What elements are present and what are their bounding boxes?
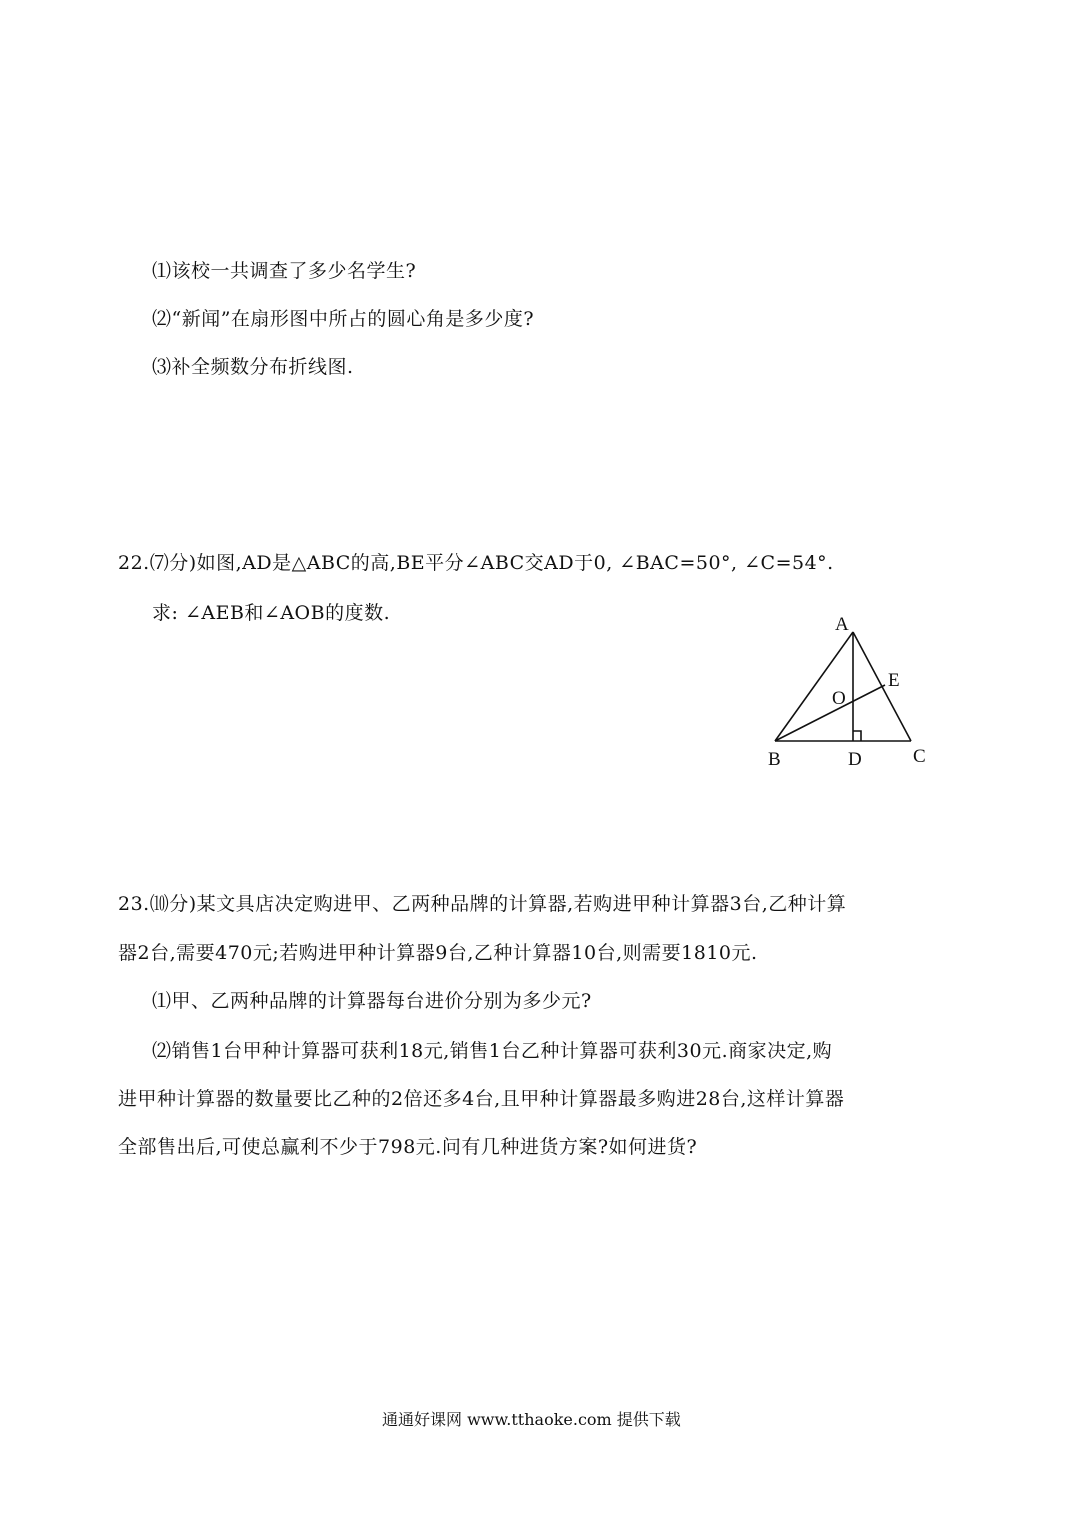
right-angle-mark: [853, 731, 861, 741]
q23-sub1: ⑴甲、乙两种品牌的计算器每台进价分别为多少元?: [152, 990, 592, 1012]
q23-sub2-line2: 进甲种计算器的数量要比乙种的2倍还多4台,且甲种计算器最多购进28台,这样计算器: [118, 1088, 845, 1110]
bisector-be: [775, 685, 885, 741]
label-a: A: [835, 614, 850, 635]
q23-sub2-line3: 全部售出后,可使总赢利不少于798元.问有几种进货方案?如何进货?: [118, 1136, 698, 1158]
label-d: D: [848, 749, 863, 770]
label-b: B: [768, 749, 782, 770]
q21-sub1: ⑴该校一共调查了多少名学生?: [152, 260, 417, 282]
q23-sub2-line1: ⑵销售1台甲种计算器可获利18元,销售1台乙种计算器可获利30元.商家决定,购: [152, 1040, 833, 1062]
q21-sub2: ⑵“新闻”在扇形图中所占的圆心角是多少度?: [152, 308, 535, 330]
triangle-figure: [760, 610, 950, 780]
q23-stem-line2: 器2台,需要470元;若购进甲种计算器9台,乙种计算器10台,则需要1810元.: [118, 942, 758, 964]
label-e: E: [888, 670, 901, 691]
q23-stem-line1: 23.⑽分)某文具店决定购进甲、乙两种品牌的计算器,若购进甲种计算器3台,乙种计算: [118, 893, 847, 915]
q21-sub3: ⑶补全频数分布折线图.: [152, 356, 354, 378]
footer-credit: 通通好课网 www.tthaoke.com 提供下载: [382, 1410, 681, 1429]
label-o: O: [832, 688, 847, 709]
label-c: C: [913, 746, 927, 767]
q22-ask: 求: ∠AEB和∠AOB的度数.: [152, 602, 391, 624]
q22-stem: 22.⑺分)如图,AD是△ABC的高,BE平分∠ABC交AD于0, ∠BAC=50°, ∠C=54°.: [118, 552, 834, 574]
segment-ab: [775, 632, 853, 741]
